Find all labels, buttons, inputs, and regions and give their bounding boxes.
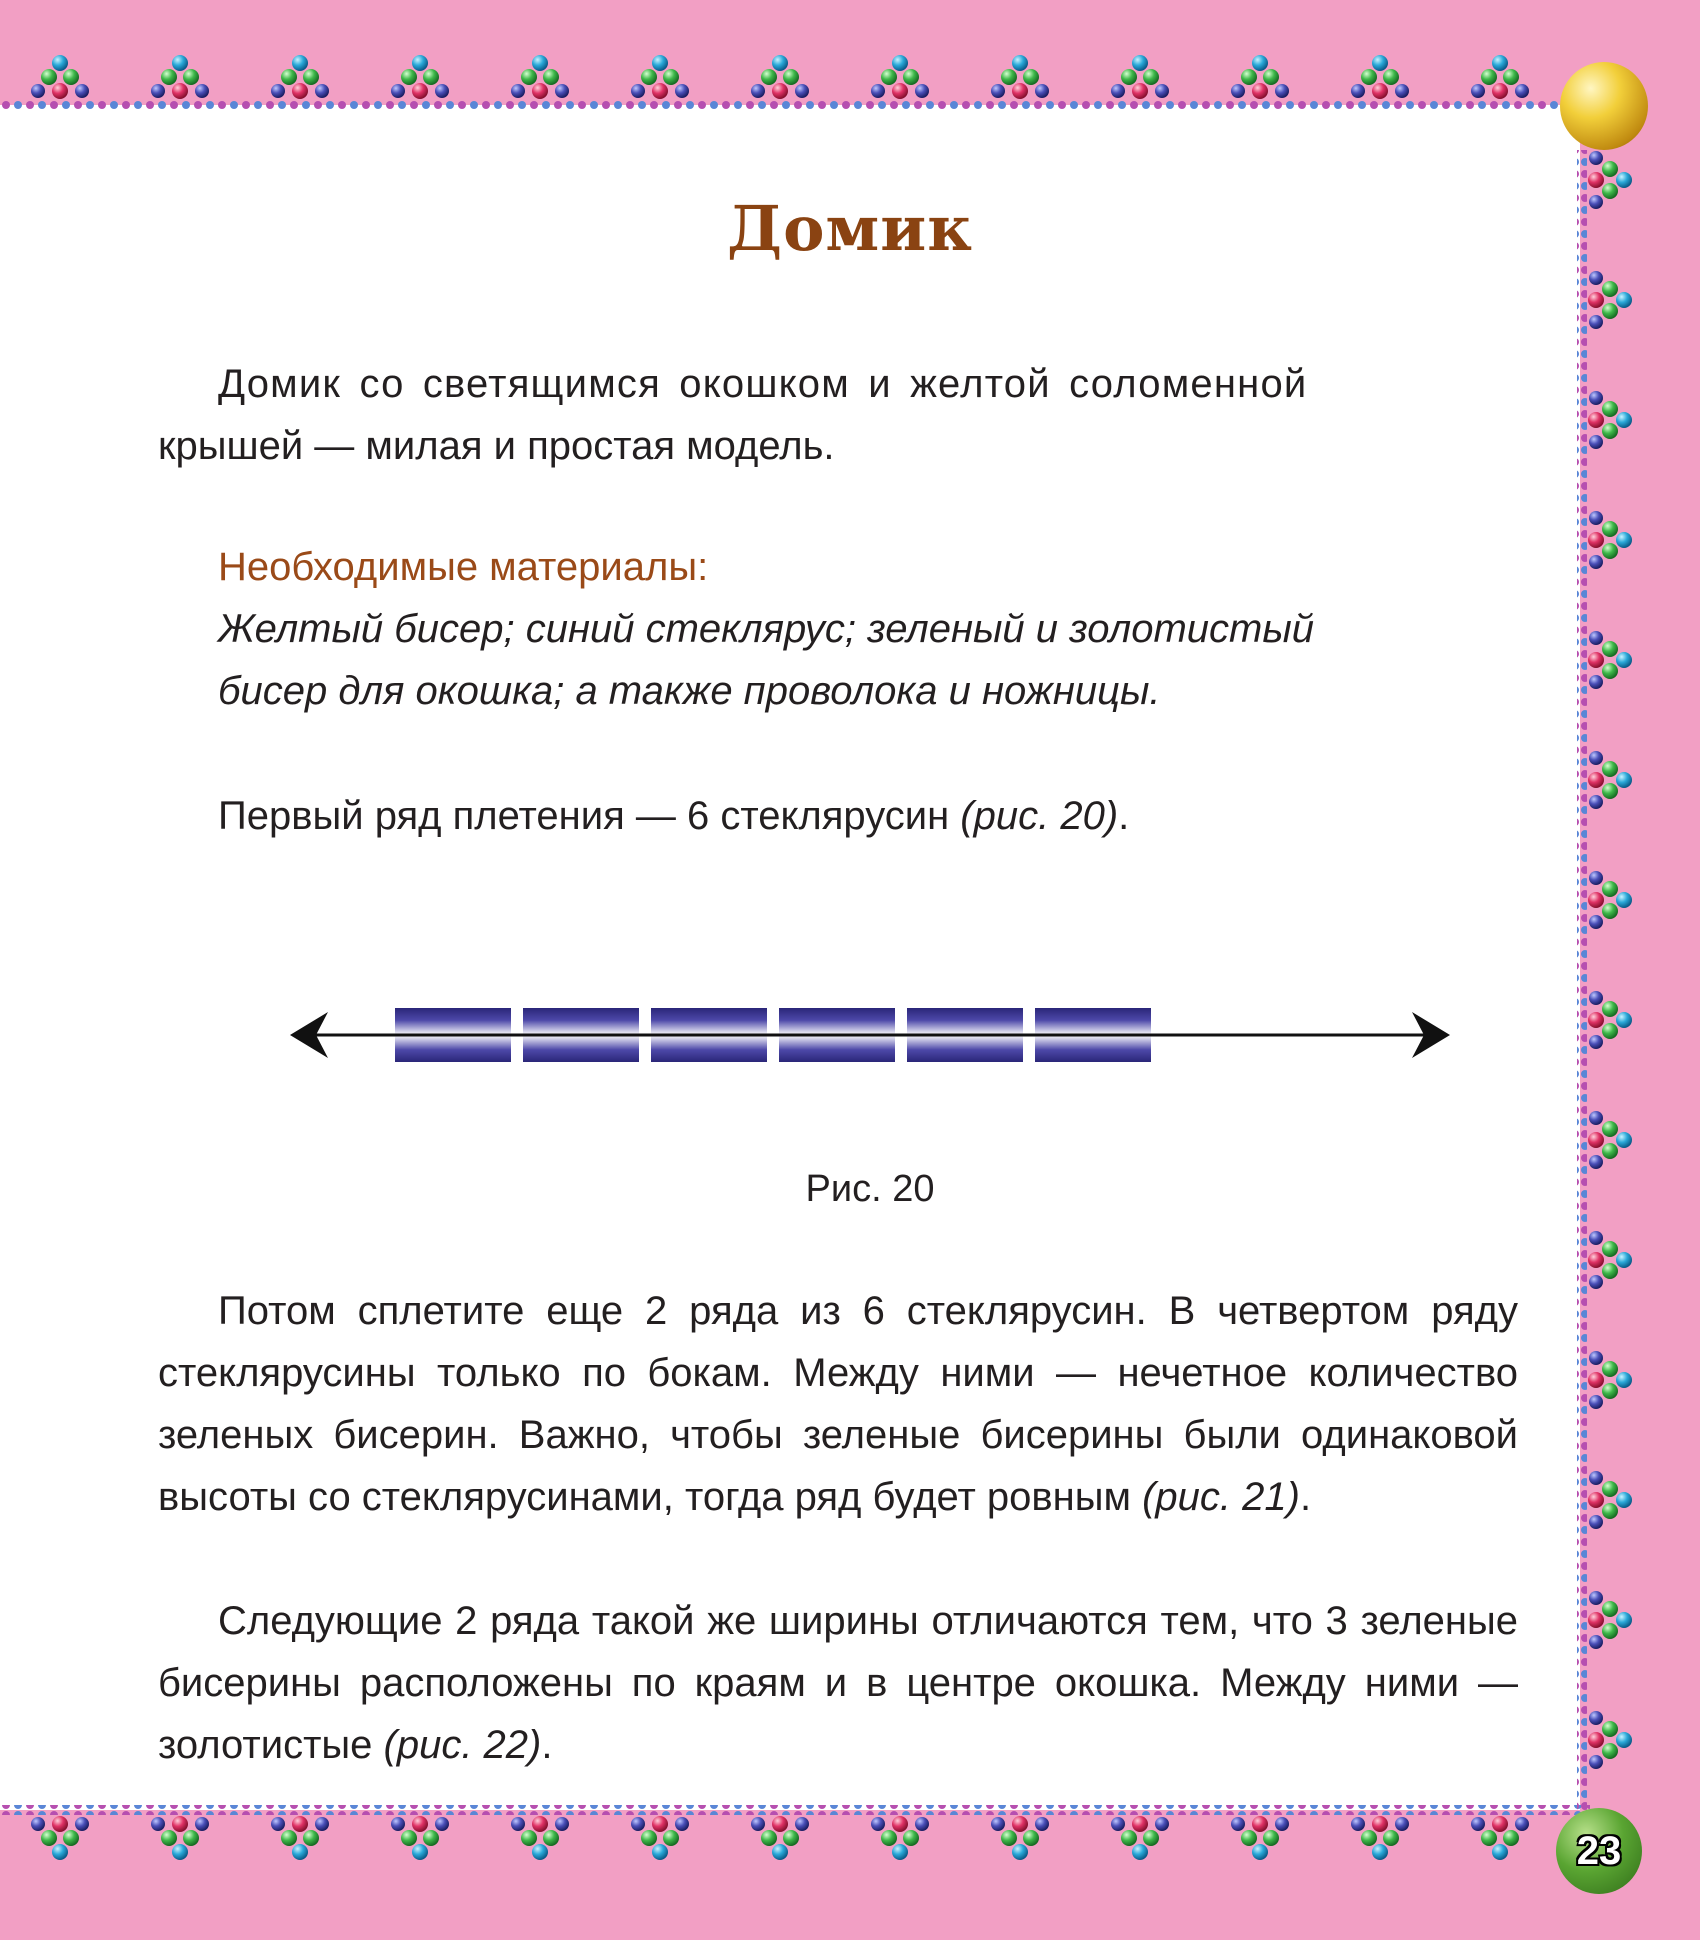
next-paragraph-period: . (541, 1723, 553, 1767)
bugle-bead-bottom-3 (651, 1035, 767, 1062)
bugle-bead-bottom-5 (907, 1035, 1023, 1062)
bugle-bead-bottom-2 (523, 1035, 639, 1062)
figure-20-caption: Рис. 20 (805, 1168, 935, 1210)
figure-20-diagram (280, 980, 1460, 1090)
materials-line-1: Желтый бисер; синий стеклярус; зеленый и золотистый (218, 607, 1315, 651)
bugle-bead-bottom-1 (395, 1035, 511, 1062)
intro-line-2: крышей — милая и простая модель. (158, 424, 835, 468)
bugle-bead-top-2 (523, 1008, 639, 1035)
continue-paragraph-text: Потом сплетите еще 2 ряда из 6 стеклярусин. В четвертом ряду стеклярусины только по бокам. Между ними — нечетное количество зеленых бисерин. Важно, чтобы зеленые бисерины были одинаковой высоты со стеклярусинами, тогда ряд будет ровным (158, 1289, 1518, 1519)
first-row-sentence: Первый ряд плетения — 6 стеклярусин (218, 794, 961, 838)
gold-bead-corner-decoration (1560, 62, 1648, 150)
bugle-bead-top-3 (651, 1008, 767, 1035)
bugle-bead-top-1 (395, 1008, 511, 1035)
next-paragraph-text: Следующие 2 ряда такой же ширины отличаются тем, что 3 зеленые бисерины расположены по краям и в центре окошка. Между ними — золотистые (158, 1599, 1518, 1767)
intro-line-1: Домик со светящимся окошком и желтой соломенной (218, 362, 1308, 406)
bugle-bead-bottom-6 (1035, 1035, 1151, 1062)
first-row-text (218, 794, 1129, 839)
bugle-bead-bottom-4 (779, 1035, 895, 1062)
bugle-bead-top-5 (907, 1008, 1023, 1035)
page-area (0, 105, 1580, 1810)
first-row-period: . (1118, 794, 1130, 838)
page-number: 23 (1576, 1828, 1622, 1873)
continue-paragraph-period: . (1299, 1475, 1312, 1519)
materials-heading: Необходимые материалы: (218, 545, 709, 589)
bugle-bead-top-6 (1035, 1008, 1151, 1035)
page-number-badge (1556, 1808, 1642, 1894)
figure-reference-22: (рис. 22) (383, 1723, 542, 1767)
next-paragraph (158, 1590, 1518, 1776)
materials-line-2: бисер для окошка; а также проволока и ножницы. (218, 669, 1161, 713)
bugle-bead-top-4 (779, 1008, 895, 1035)
page-title: Домик (726, 192, 974, 265)
figure-reference-21: (рис. 21) (1142, 1475, 1300, 1519)
figure-reference-20: (рис. 20) (960, 794, 1119, 838)
continue-paragraph (158, 1280, 1518, 1528)
